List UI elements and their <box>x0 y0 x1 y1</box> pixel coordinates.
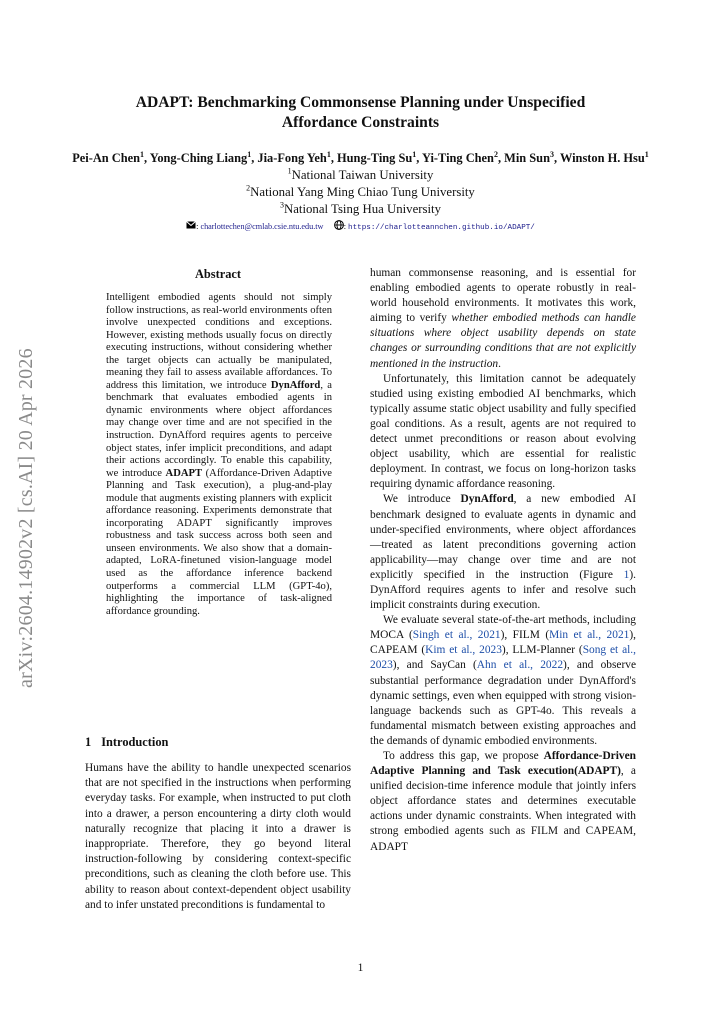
text-run: , a benchmark that evaluates embodied agents in dynamic environments where object affordances may change over time and are not specified in the instruction. DynAfford requires agents to perceive object states, infer implicit preconditions, and adapt their actions accordingly. To enable this capability, we introduce <box>106 379 332 479</box>
text-run: To address this gap, we propose <box>383 750 544 762</box>
affiliation <box>0 167 721 184</box>
author-name: Hung-Ting Su <box>337 151 413 165</box>
contact-line: : charlottechen@cmlab.csie.ntu.edu.tw : https://charlotteannchen.github.io/ADAPT/ <box>0 220 721 234</box>
text-run: Intelligent embodied agents should not simply follow instructions, as real-world environments often involve unexpected conditions and exceptions. However, existing methods usually focus on directly executing instructions, without considering whether the target objects can actually be manipulated, meaning they fail to assess available affordances. To address this limitation, we introduce <box>106 292 332 391</box>
text-run: (Affordance-Driven Adaptive Planning and Task execution), a plug-and-play module that augments existing planners with explicit affordance reasoning. Experiments demonstrate that incorporating ADAPT significantly improves robustness and task success across both seen and unseen environments. We also show that a domain-adapted, LoRA-finetuned vision-language model used as the affordance inference backend outperforms a commercial LLM (GPT-4o), highlighting the importance of task-aligned affordance grounding. <box>106 467 332 617</box>
author-affiliation-mark: 1 <box>412 149 417 159</box>
text-run: ), LLM-Planner ( <box>501 644 583 657</box>
intro-left-column <box>85 761 351 913</box>
author-name: Yong-Ching Liang <box>149 151 248 165</box>
arxiv-stamp: arXiv:2604.14902v2 [cs.AI] 20 Apr 2026 <box>15 348 37 688</box>
text-run: ), CAPEAM ( <box>370 629 636 657</box>
author-affiliation-mark: 1 <box>247 149 252 159</box>
title-line-2: Affordance Constraints <box>281 114 440 131</box>
text-run: ), FILM ( <box>500 629 550 642</box>
author-name: Winston H. Hsu <box>559 151 645 165</box>
affiliation <box>0 201 721 218</box>
citation-link[interactable]: Kim et al., 2023 <box>425 644 502 657</box>
author-list: Pei-An Chen$^1$, Yong-Ching Liang$^1$, Jia-Fong Yeh$^1$, Hung-Ting Su$^1$, Yi-Ting Chen$^2$, Min Sun$^3$, Winston H. Hsu$^1$ <box>72 149 649 165</box>
abstract-heading: Abstract <box>194 267 242 281</box>
body-paragraph <box>370 266 636 372</box>
affiliation-name: National Tsing Hua University <box>283 202 442 216</box>
author-name: Min Sun <box>504 151 550 165</box>
section-title: Introduction <box>101 735 169 749</box>
author-affiliation-mark: 3 <box>549 149 554 159</box>
author-name: Pei-An Chen <box>72 151 141 165</box>
text-run: Unfortunately, this limitation cannot be adequately studied using existing embodied AI benchmarks, which typically assume static object usability and fully specified goal conditions. As a result, agents are not required to detect unmet preconditions or reason about evolving object usability, which are essential for realistic deployment. In contrast, we focus on long-horizon tasks requiring dynamic affordance reasoning. <box>370 372 636 491</box>
project-url-link[interactable]: https://charlotteannchen.github.io/ADAPT/ <box>348 223 535 232</box>
author-affiliation-mark: 1 <box>326 149 331 159</box>
affiliation-number: 3 <box>279 200 284 210</box>
citation-link[interactable]: Min et al., 2021 <box>549 629 630 642</box>
author-name: Yi-Ting Chen <box>421 151 494 165</box>
body-paragraph <box>370 492 636 613</box>
affiliation-name: National Yang Ming Chiao Tung University <box>250 185 475 199</box>
title-line-1: ADAPT: Benchmarking Commonsense Planning under Unspecified <box>135 94 586 111</box>
affiliation <box>0 184 721 201</box>
author-name: Jia-Fong Yeh <box>257 151 327 165</box>
bold-term: DynAfford <box>270 379 321 391</box>
section-heading <box>85 735 178 750</box>
citation-link[interactable]: 1 <box>623 568 630 581</box>
bold-term: Affordance-Driven Adaptive Planning and Task execution(ADAPT) <box>370 750 636 778</box>
citation-link[interactable]: Song et al., 2023 <box>370 644 636 672</box>
paper-title <box>40 93 681 133</box>
text-run: ), and SayCan ( <box>392 659 477 672</box>
intro-paragraph: Humans have the ability to handle unexpected scenarios that are not specified in the instructions when performing everyday tasks. For example, when instructed to put cloth into a drawer, a person encountering a dirty cloth would naturally recognize that placing it into a drawer is inappropriate. Therefore, they go beyond literal instruction-following by considering context-specific preconditions, such as cleaning the cloth before use. This ability to reason about context-dependent object usability and to infer unstated preconditions is fundamental to <box>85 762 351 911</box>
bold-term: DynAfford <box>460 493 514 506</box>
affiliation-number: 2 <box>246 183 251 193</box>
right-column <box>370 266 636 855</box>
globe-icon <box>334 220 344 234</box>
citation-link[interactable]: Singh et al., 2021 <box>412 629 501 642</box>
section-number: 1 <box>85 735 92 749</box>
envelope-icon <box>186 221 196 233</box>
emphasis-text: whether embodied methods can handle situations where object usability depends on state changes or surrounding conditions that are not explicitly mentioned in the instruction <box>370 312 636 370</box>
body-paragraph <box>370 372 636 493</box>
body-paragraph <box>370 749 636 855</box>
affiliation-list <box>0 167 721 218</box>
page-number: 1 <box>357 962 364 974</box>
text-run: , a unified decision-time inference module that jointly infers object affordance states and determines executable actions under dynamic constraints. When integrated with strong embodied agents such as FILM and CAPEAM, ADAPT <box>370 765 636 853</box>
author-affiliation-mark: 1 <box>644 149 649 159</box>
affiliation-name: National Taiwan University <box>291 168 434 182</box>
text-run: We introduce <box>383 493 461 506</box>
text-run: ), and observe substantial performance degradation under DynAfford's dynamic settings, even when equipped with strong vision-language backends such as GPT-4o. This reveals a fundamental mismatch between existing approaches and the demands of dynamic embodied environments. <box>370 659 637 747</box>
text-run: human commonsense reasoning, and is essential for enabling embodied agents to operate robustly in real-world household environments. It motivates this work, aiming to verify <box>370 267 636 325</box>
text-run: ). DynAfford requires agents to infer and resolve such implicit constraints during execution. <box>370 568 636 612</box>
text-run: We evaluate several state-of-the-art methods, including MOCA ( <box>370 614 636 642</box>
citation-link[interactable]: Ahn et al., 2022 <box>476 659 564 672</box>
text-run: , a new embodied AI benchmark designed to evaluate agents in dynamic and under-specified environments, where object affordances—treated as latent preconditions governing action applicability—may change over time and are not explicitly specified in the instruction (Figure <box>370 493 636 581</box>
author-affiliation-mark: 2 <box>493 149 498 159</box>
text-run: . <box>498 357 501 370</box>
email-link[interactable]: charlottechen@cmlab.csie.ntu.edu.tw <box>200 221 324 231</box>
author-affiliation-mark: 1 <box>140 149 145 159</box>
body-paragraph <box>370 613 636 749</box>
bold-term: ADAPT <box>165 467 203 479</box>
abstract-text <box>106 292 332 618</box>
affiliation-number: 1 <box>287 166 292 176</box>
